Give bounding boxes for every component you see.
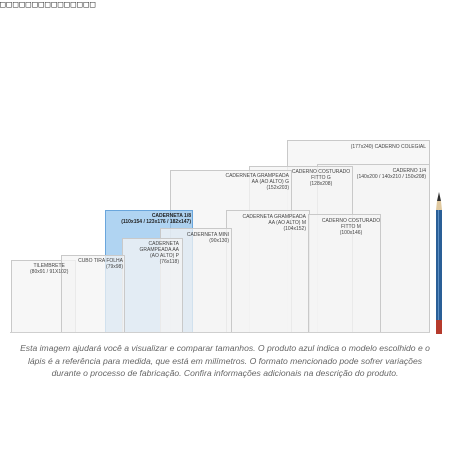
label-caderneta-1-8 (121, 213, 191, 225)
baseline (10, 332, 430, 333)
label-dims: (100x146) (339, 230, 363, 236)
label-grampeada-p (133, 241, 179, 265)
label-dims: (79x98) (106, 264, 123, 270)
label-name: CADERNETA GRAMPEADA AA (AO ALTO) G (225, 173, 289, 185)
label-caderno-1-4 (357, 168, 426, 180)
label-dims: (140x200 / 140x210 / 150x208) (356, 174, 426, 180)
label-caderneta-mini (187, 232, 229, 244)
label-name: CADERNETA GRAMPEADA AA (AO ALTO) M (242, 214, 306, 226)
label-dims: (104x152) (283, 226, 306, 232)
label-name: CADERNETA MINI (186, 232, 229, 238)
label-dims: (90x130) (209, 238, 229, 244)
label-dims: (152x203) (266, 185, 289, 191)
label-dims: (76x118) (159, 259, 179, 265)
label-name: CADERNO COLEGIAL (374, 144, 426, 150)
label-costurado-fitto-g (288, 169, 354, 187)
header-text: □□□□□□□□□□□□□□□ (0, 0, 97, 10)
label-cubo-tira-folha (78, 258, 123, 270)
label-name: CADERNETA 1/8 (151, 213, 191, 219)
label-caderno-colegial (351, 144, 426, 150)
label-dims: (80x91 / 91X102) (30, 269, 69, 275)
label-dims: (110x154 / 123x176 / 182x147) (121, 219, 191, 225)
label-name: CADERNO COSTURADO FITTO M (321, 218, 381, 230)
label-name: CADERNO COSTURADO FITTO G (291, 169, 351, 181)
pencil-icon (434, 192, 444, 334)
label-tilembrete (30, 263, 68, 275)
label-name: CADERNETA GRAMPEADA AA (AO ALTO) P (139, 241, 179, 259)
label-dims: (128x208) (309, 181, 333, 187)
label-dims: (177x240) (350, 144, 374, 150)
info-caption: Esta imagem ajudará você a visualizar e comparar tamanhos. O produto azul indica o modelo escolhido e o lápis é a referência para medida, que está em milímetros. O formato mencionado pode sofrer variações durante o processo de fabricação. Confira informações adicionais na descrição do produto. (20, 343, 430, 378)
label-grampeada-g (225, 173, 289, 191)
label-name: CADERNO 1/4 (392, 168, 426, 174)
label-name: CUBO TIRA FOLHA (78, 258, 123, 264)
label-name: TILEMBRETE (33, 263, 65, 269)
label-grampeada-m (242, 214, 306, 232)
label-costurado-fitto-m (320, 218, 382, 236)
